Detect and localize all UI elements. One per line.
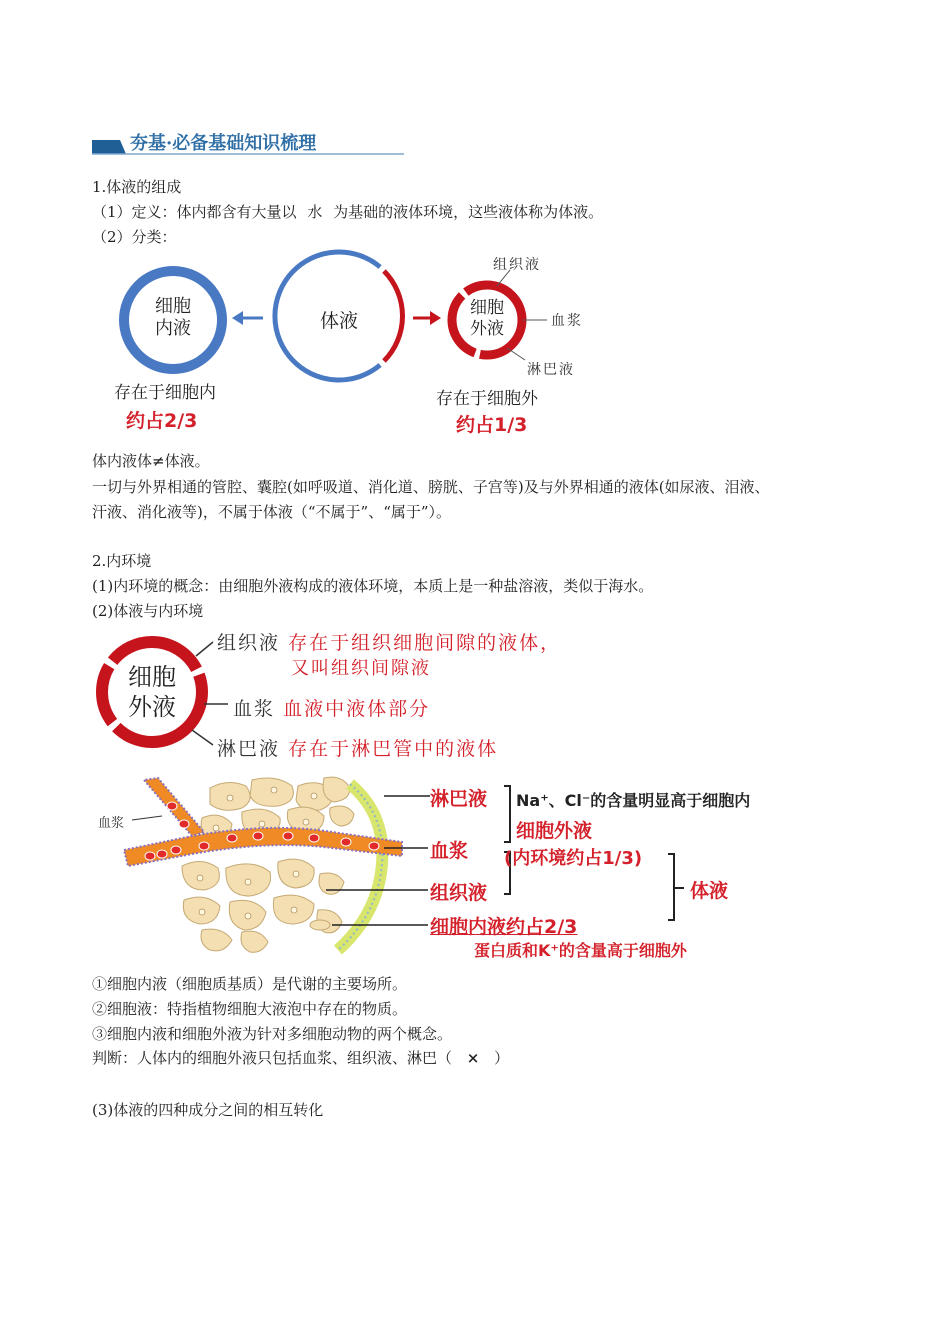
judge-mark: × xyxy=(466,1049,480,1067)
s1-classify: （2）分类： xyxy=(92,228,177,246)
right-ratio: 约占1/3 xyxy=(456,414,528,436)
fig3-body-fluid: 体液 xyxy=(690,880,729,902)
s2-relation: (2)体液与内环境 xyxy=(92,602,204,620)
label-tissue-fluid: 组织液 xyxy=(493,257,541,273)
def-suffix: 为基础的液体环境，这些液体称为体液。 xyxy=(333,203,604,221)
fig3-na-cl: Na⁺、Cl⁻的含量明显高于细胞内 xyxy=(516,791,751,810)
right-caption: 存在于细胞外 xyxy=(436,389,538,409)
judge-suffix: ） xyxy=(494,1049,510,1067)
note-p1: 一切与外界相通的管腔、囊腔(如呼吸道、消化道、膀胱、子宫等)及与外界相通的液体(如尿液、泪液、 xyxy=(92,478,770,496)
figure-extracellular-components xyxy=(95,624,575,764)
label-plasma: 血浆 xyxy=(551,313,583,329)
note2-3: ③细胞内液和细胞外液为针对多细胞动物的两个概念。 xyxy=(92,1025,453,1043)
fig3-plasma: 血浆 xyxy=(430,840,469,862)
note-neq: 体内液体≠体液。 xyxy=(92,452,210,470)
def-prefix: （1）定义：体内都含有大量以 xyxy=(92,203,297,221)
fig3-side-label: 血浆 xyxy=(98,816,125,831)
tissue-desc2: 又叫组织间隙液 xyxy=(291,658,431,679)
ecf-circle-label: 细胞 外液 xyxy=(128,663,176,721)
section-header-title: 夯基·必备基础知识梳理 xyxy=(130,133,317,154)
fig3-ecf-ratio: (内环境约占1/3) xyxy=(504,848,643,869)
left-ratio: 约占2/3 xyxy=(126,410,198,432)
extracellular-label: 细胞 外液 xyxy=(470,298,504,339)
s2-concept: (1)内环境的概念：由细胞外液构成的液体环境，本质上是一种盐溶液，类似于海水。 xyxy=(92,577,654,595)
judge-prefix: 判断：人体内的细胞外液只包括血浆、组织液、淋巴（ xyxy=(92,1049,453,1067)
def-blank: 水 xyxy=(307,203,323,221)
tissue-row: 组织液 存在于组织细胞间隙的液体， xyxy=(217,632,562,654)
left-caption: 存在于细胞内 xyxy=(114,383,216,403)
s2-title: 2.内环境 xyxy=(92,552,152,570)
center-label: 体液 xyxy=(319,310,358,332)
s1-title: 1.体液的组成 xyxy=(92,178,182,196)
fig3-ecf: 细胞外液 xyxy=(516,820,593,842)
s1-definition xyxy=(92,202,603,222)
figure-body-fluid-classification xyxy=(100,248,620,440)
judge-line xyxy=(92,1048,509,1068)
note-p2: 汗液、消化液等)，不属于体液（“不属于”、“属于”）。 xyxy=(92,503,452,521)
fig3-tissue: 组织液 xyxy=(430,882,488,904)
fig3-protein: 蛋白质和K⁺的含量高于细胞外 xyxy=(474,941,687,960)
fig3-intracellular: 细胞内液约占2/3 xyxy=(430,916,578,938)
fig3-lymph: 淋巴液 xyxy=(430,788,488,810)
intracellular-label: 细胞 内液 xyxy=(155,296,191,339)
lymph-row: 淋巴液 存在于淋巴管中的液体 xyxy=(217,738,499,760)
label-lymph: 淋巴液 xyxy=(527,362,575,378)
figure-tissue-illustration xyxy=(92,770,812,962)
note2-2: ②细胞液：特指植物细胞大液泡中存在的物质。 xyxy=(92,1000,408,1018)
section-header xyxy=(92,128,404,158)
note2-1: ①细胞内液（细胞质基质）是代谢的主要场所。 xyxy=(92,975,408,993)
plasma-row: 血浆 血液中液体部分 xyxy=(233,698,431,720)
s3-title: (3)体液的四种成分之间的相互转化 xyxy=(92,1101,324,1119)
